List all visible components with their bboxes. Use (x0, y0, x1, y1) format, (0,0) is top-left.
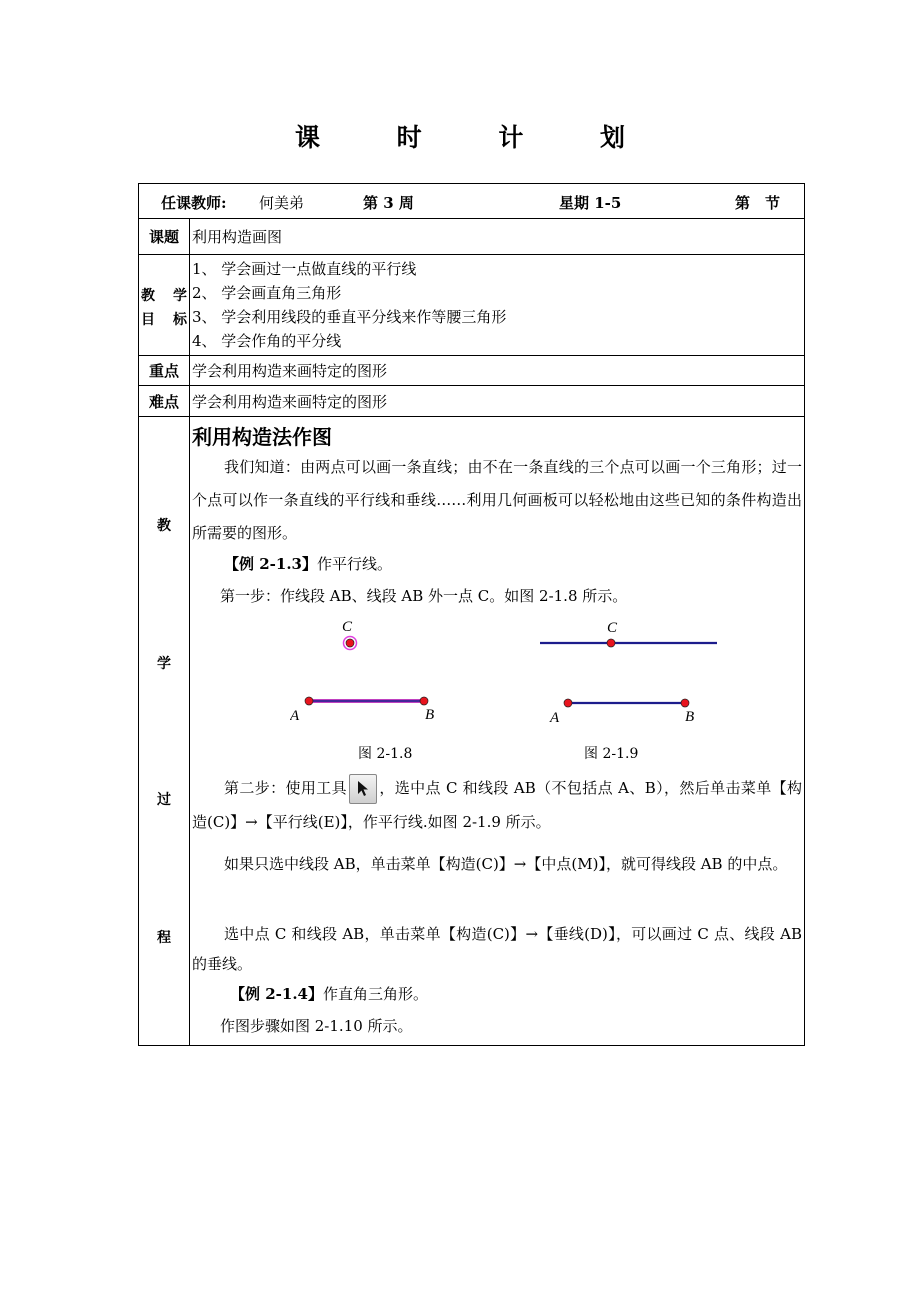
point-c (346, 639, 354, 647)
process-label-char: 教 (157, 518, 171, 534)
step-2-before: 第二步：使用工具 (224, 779, 347, 797)
figure-2-1-8-caption: 图 2-1.8 (358, 746, 413, 762)
teacher-label: 任课教师: (161, 194, 227, 212)
difficulty-value: 学会利用构造来画特定的图形 (190, 386, 805, 417)
difficulty-label: 难点 (139, 386, 190, 417)
goals-label (139, 255, 190, 356)
label-a: A (290, 708, 300, 724)
last-line: 作图步骤如图 2-1.10 所示。 (220, 1017, 413, 1035)
process-content (190, 417, 805, 1046)
point-a (305, 697, 313, 705)
point-b (420, 697, 428, 705)
label-b: B (425, 707, 435, 723)
goals-list (190, 255, 805, 356)
step-2-after: ，选中点 C 和线段 AB（不包括点 A、B），然后单击菜单【构造(C)】→【平行线(E)】，作平行线.如图 2-1.9 所示。 (192, 779, 802, 831)
goals-label-char: 学 (173, 288, 187, 304)
process-label-char: 学 (157, 656, 171, 672)
point-a (564, 699, 572, 707)
topic-label: 课题 (139, 219, 190, 255)
step-2 (192, 771, 802, 839)
point-b (681, 699, 689, 707)
goals-label-char: 标 (173, 312, 187, 328)
weekday-label: 星期 1-5 (559, 194, 622, 212)
section-heading: 利用构造法作图 (192, 425, 332, 449)
process-label (139, 417, 190, 1046)
step-1: 第一步：作线段 AB、线段 AB 外一点 C。如图 2-1.8 所示。 (220, 587, 628, 605)
label-c: C (607, 620, 618, 636)
perpendicular-paragraph: 选中点 C 和线段 AB，单击菜单【构造(C)】→【垂线(D)】，可以画过 C 点、线段 AB 的垂线。 (192, 925, 802, 973)
label-a: A (550, 710, 560, 725)
example-2-text: 作直角三角形。 (322, 985, 428, 1003)
goal-item: 2、 学会画直角三角形 (192, 284, 342, 302)
figure-2-1-9 (540, 615, 730, 725)
key-point-label: 重点 (139, 356, 190, 386)
topic-value: 利用构造画图 (190, 219, 805, 255)
goal-item: 4、 学会作角的平分线 (192, 332, 342, 350)
label-c: C (342, 619, 353, 635)
example-2-tag: 【例 2-1.4】 (230, 985, 323, 1003)
label-b: B (685, 709, 695, 725)
lesson-plan-table (138, 183, 805, 1046)
key-point-value: 学会利用构造来画特定的图形 (190, 356, 805, 386)
page-title: 课 时 计 划 (294, 123, 660, 152)
goals-label-char: 目 (141, 312, 155, 328)
figure-2-1-8 (290, 615, 450, 725)
process-label-char: 程 (157, 930, 171, 946)
process-label-char: 过 (157, 792, 171, 808)
example-1 (224, 553, 392, 574)
header-row (139, 184, 805, 219)
goals-label-char: 教 (141, 288, 155, 304)
goal-item: 3、 学会利用线段的垂直平分线来作等腰三角形 (192, 308, 507, 326)
week-label: 第 3 周 (363, 194, 414, 212)
teacher-name: 何美弟 (259, 194, 305, 212)
select-arrow-tool-icon (349, 774, 377, 804)
goal-item: 1、 学会画过一点做直线的平行线 (192, 260, 417, 278)
section-label: 第 节 (735, 194, 781, 212)
example-2 (230, 983, 428, 1004)
example-1-tag: 【例 2-1.3】 (224, 555, 317, 573)
intro-paragraph: 我们知道：由两点可以画一条直线；由不在一条直线的三个点可以画一个三角形；过一个点可以作一条直线的平行线和垂线……利用几何画板可以轻松地由这些已知的条件构造出所需要的图形。 (192, 458, 802, 542)
example-1-text: 作平行线。 (316, 555, 392, 573)
point-c (607, 639, 615, 647)
figure-2-1-9-caption: 图 2-1.9 (584, 746, 639, 762)
midpoint-paragraph: 如果只选中线段 AB，单击菜单【构造(C)】→【中点(M)】，就可得线段 AB 的中点。 (224, 855, 788, 873)
